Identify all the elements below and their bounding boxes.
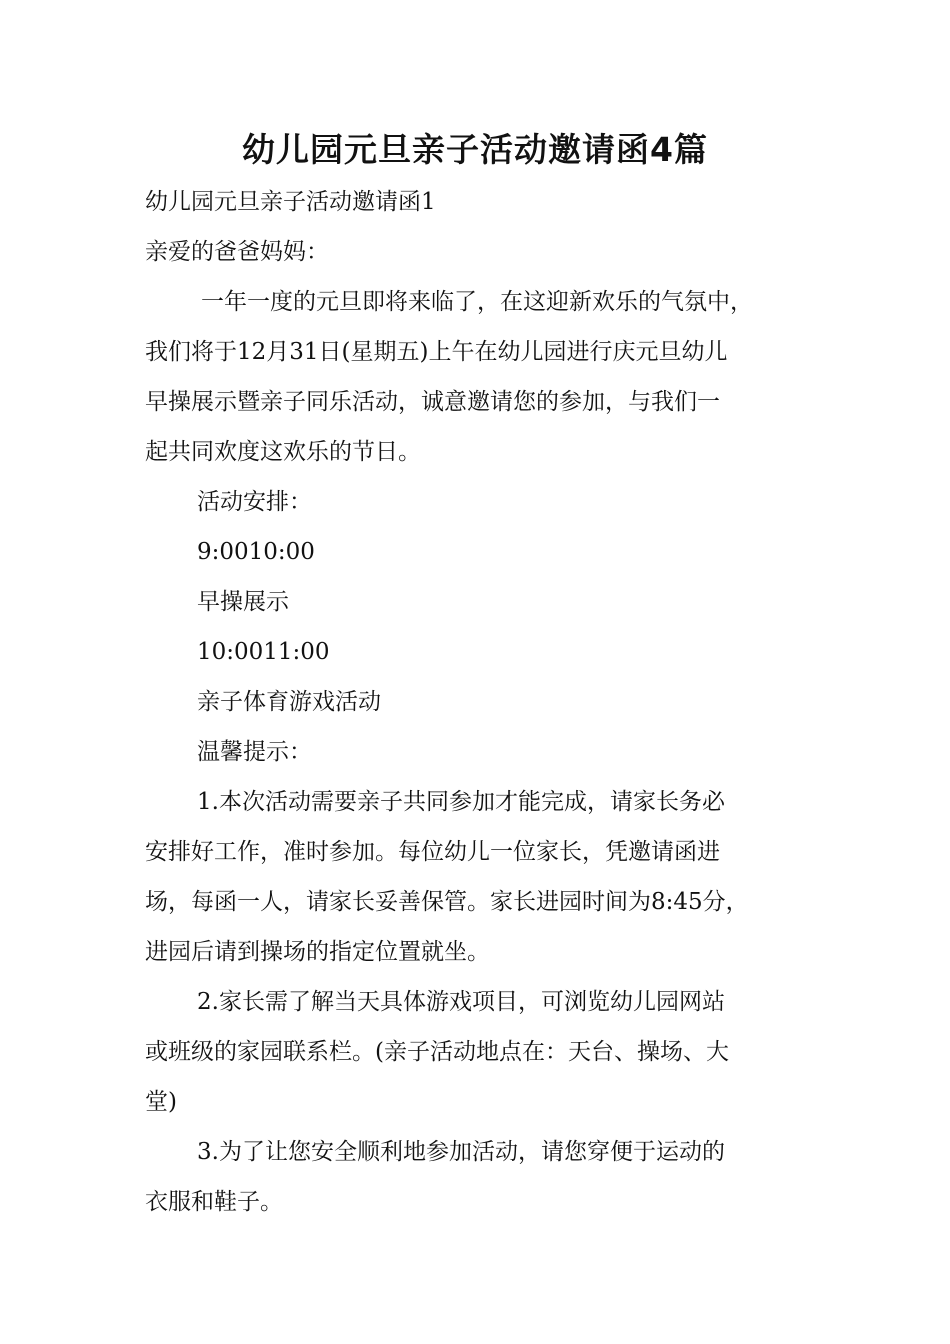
tip-line: 1.本次活动需要亲子共同参加才能完成，请家长务必 (197, 789, 725, 815)
paragraph-line: 我们将于12月31日(星期五)上午在幼儿园进行庆元旦幼儿 (145, 339, 728, 365)
tip-line: 2.家长需了解当天具体游戏项目，可浏览幼儿园网站 (197, 989, 725, 1015)
tip-line: 堂) (145, 1089, 177, 1115)
tip-line: 安排好工作，准时参加。每位幼儿一位家长，凭邀请函进 (145, 839, 720, 865)
document-title: 幼儿园元旦亲子活动邀请函4篇 (242, 130, 708, 169)
tip-line: 衣服和鞋子。 (145, 1189, 283, 1215)
schedule-time: 10:0011:00 (197, 639, 330, 665)
schedule-item: 早操展示 (197, 589, 289, 615)
paragraph-line: 一年一度的元旦即将来临了，在这迎新欢乐的气氛中， (201, 289, 753, 315)
document-body (145, 177, 835, 1227)
tip-line: 3.为了让您安全顺利地参加活动，请您穿便于运动的 (197, 1139, 725, 1165)
tip-line: 进园后请到操场的指定位置就坐。 (145, 939, 490, 965)
tip-line: 或班级的家园联系栏。(亲子活动地点在：天台、操场、大 (145, 1039, 729, 1065)
section-heading: 温馨提示： (197, 739, 312, 765)
tip-line: 场，每函一人，请家长妥善保管。家长进园时间为8:45分， (145, 889, 749, 915)
paragraph-line: 早操展示暨亲子同乐活动，诚意邀请您的参加，与我们一 (145, 389, 720, 415)
schedule-time: 9:0010:00 (197, 539, 315, 565)
paragraph-line: 起共同欢度这欢乐的节日。 (145, 439, 421, 465)
subtitle-line: 幼儿园元旦亲子活动邀请函1 (145, 189, 436, 215)
salutation-line: 亲爱的爸爸妈妈： (145, 239, 329, 265)
section-heading: 活动安排： (197, 489, 312, 515)
schedule-item: 亲子体育游戏活动 (197, 689, 381, 715)
